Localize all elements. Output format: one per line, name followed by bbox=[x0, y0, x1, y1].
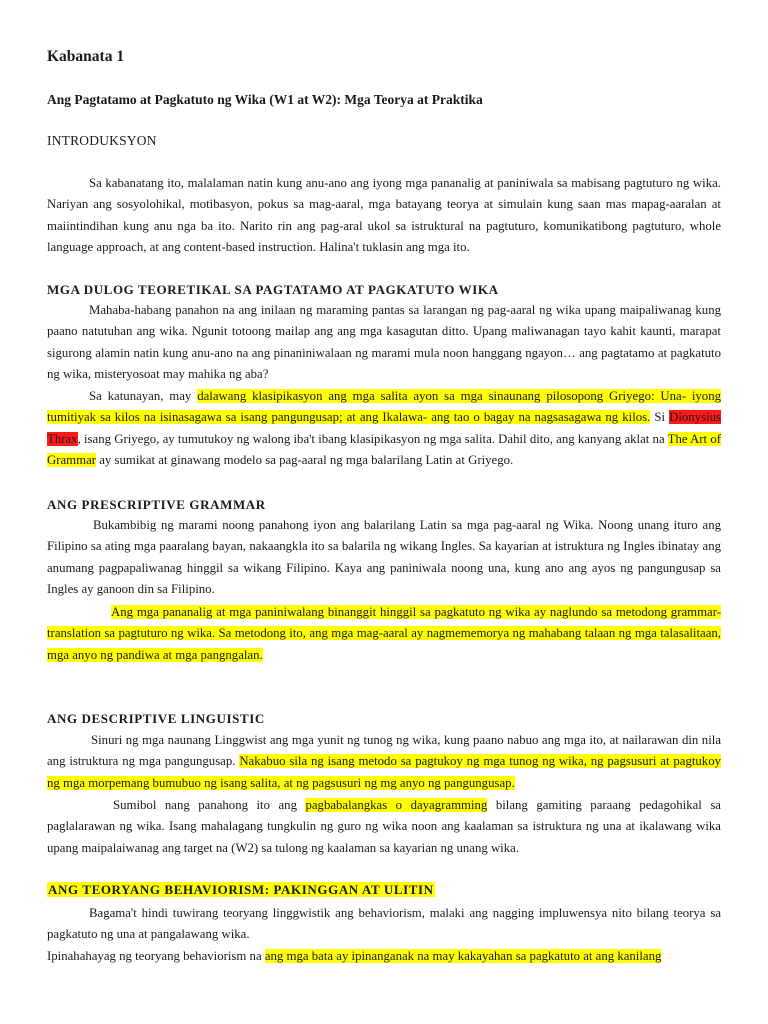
paragraph-behaviorism-continued bbox=[47, 946, 721, 967]
intro-heading: INTRODUKSYON bbox=[47, 133, 157, 148]
section-heading-behaviorism bbox=[47, 882, 435, 898]
section-heading-descriptive: ANG DESCRIPTIVE LINGUISTIC bbox=[47, 711, 265, 726]
section-heading-dulog: MGA DULOG TEORETIKAL SA PAGTATAMO AT PAGKATUTO WIKA bbox=[47, 282, 499, 297]
paragraph-grammar-translation bbox=[47, 602, 721, 666]
text-segment: bilang gamiting paraang pedagohikal sa paglalarawan ng wika. Isang mahalagang tungkulin ng guro ng wika noon ang kaalaman sa istruktura ng una at ikalawang wika upang maipalaiwanag ang target na (W2) sa tulong ng kaalaman sa kayarian ng unang wika. bbox=[47, 798, 721, 855]
paragraph-dayagramming bbox=[47, 795, 721, 859]
highlighted-text: Nakabuo sila ng isang metodo sa pagtukoy ng mga tunog ng wika, ng pagsusuri at pagtukoy ng mga morpemang bumubuo ng isang salita, at ng pagsusuri ng mg anyo ng pangungusap. bbox=[47, 754, 721, 790]
chapter-label: Kabanata 1 bbox=[47, 48, 125, 65]
highlighted-text: ang mga bata ay ipinanganak na may kakayahan sa pagkatuto at ang kanilang bbox=[264, 949, 662, 963]
text-segment: ay sumikat at ginawang modelo sa pag-aaral ng mga balarilang Latin at Griyego. bbox=[96, 452, 514, 467]
paragraph-klasipikasyon bbox=[47, 386, 721, 471]
paragraph-descriptive bbox=[47, 730, 721, 794]
text-segment: , isang Griyego, ay tumutukoy ng walong iba't ibang klasipikasyon ng mga salita. Dahil dito, ang kanyang aklat na bbox=[77, 431, 668, 446]
text-segment: Sumibol nang panahong ito ang bbox=[113, 798, 306, 812]
highlighted-book-title: The Art of Grammar bbox=[47, 431, 721, 467]
paragraph-prescriptive: Bukambibig ng marami noong panahong iyon ang balarilang Latin sa mga pag-aaral ng Wika. Noong unang ituro ang Filipino sa ating mga paaralang bayan, nakaangkla ito sa balarila ng wikang Ingles. Sa kayarian at istruktura ng Ingles ibinatay ang anumang pagpapaliwanag hinggil sa wikang Filipino. Kaya ang paniniwala noong una, kung ano ang ayos ng pangungusap sa Ingles ay ganoon din sa Filipino. bbox=[47, 518, 721, 596]
highlighted-name-dionysius: Dionysius Thrax bbox=[47, 410, 721, 446]
highlighted-text: pagbabalangkas o dayagramming bbox=[305, 798, 488, 812]
highlighted-heading: ANG TEORYANG BEHAVIORISM: PAKINGGAN AT ULITIN bbox=[48, 882, 434, 897]
section-heading-prescriptive: ANG PRESCRIPTIVE GRAMMAR bbox=[47, 497, 266, 512]
text-segment: Ipinahahayag ng teoryang behaviorism na bbox=[47, 949, 265, 963]
highlighted-text: Ang mga pananalig at mga paniniwalang binanggit hinggil sa pagkatuto ng wika ay naglundo sa metodong grammar-translation sa pagtuturo ng wika. Sa metodong ito, ang mga mag-aaral ay nagmememorya ng mahabang talaan ng mga talasalitaan, mga anyo ng pandiwa at mga pangngalan. bbox=[47, 605, 721, 662]
paragraph-introduction: Sa kabanatang ito, malalaman natin kung anu-ano ang iyong mga pananalig at paniniwala sa mabisang pagtuturo ng wika. Nariyan ang sosyolohikal, motibasyon, pokus sa mag-aaral, mga batayang teorya at simulain kung saan mas mapag-aaralan at maiintindihan kung anu nga ba ito. Narito rin ang pag-aral ukol sa istruktural na pagtuturo, komunikatibong pagtuturo, whole language approach, at ang content-based instruction. Halina't tuklasin ang mga ito. bbox=[47, 176, 721, 254]
highlighted-text: dalawang klasipikasyon ang mga salita ayon sa mga sinaunang pilosopong Griyego: Una- iyong tumitiyak sa kilos na isinasagawa sa isang pangungusap; at ang Ikalawa- ang tao o bagay na nagsasagawa ng kilos. bbox=[47, 389, 721, 425]
text-segment: Sa katunayan, may bbox=[89, 389, 198, 403]
document-title: Ang Pagtatamo at Pagkatuto ng Wika (W1 at W2): Mga Teorya at Praktika bbox=[47, 92, 483, 107]
text-segment: Si bbox=[650, 410, 670, 425]
paragraph-behaviorism: Bagama't hindi tuwirang teoryang linggwistik ang behaviorism, malaki ang nagging impluwensya nito bilang teorya sa pagkatuto ng una at pangalawang wika. bbox=[47, 906, 721, 942]
paragraph-dulog: Mahaba-habang panahon na ang inilaan ng maraming pantas sa larangan ng pag-aaral ng wika upang maipaliwanag kung paano natutuhan ang wika. Ngunit totoong mailap ang ang mga kasagutan ditto. Upang maliwanagan tayo kahit kaunti, marapat sigurong alamin natin kung anu-ano na ang pinaniniwalaan ng marami mula noon hanggang ngayon… ang pagtatamo at pagkatuto ng wika, misteryosoat may mahika ng aba? bbox=[47, 303, 721, 381]
text-segment: Sinuri ng mga naunang Linggwist ang mga yunit ng tunog ng wika, kung paano nabuo ang mga ito, at nailarawan din nila ang istruktura ng mga pangungusap. bbox=[47, 733, 721, 769]
